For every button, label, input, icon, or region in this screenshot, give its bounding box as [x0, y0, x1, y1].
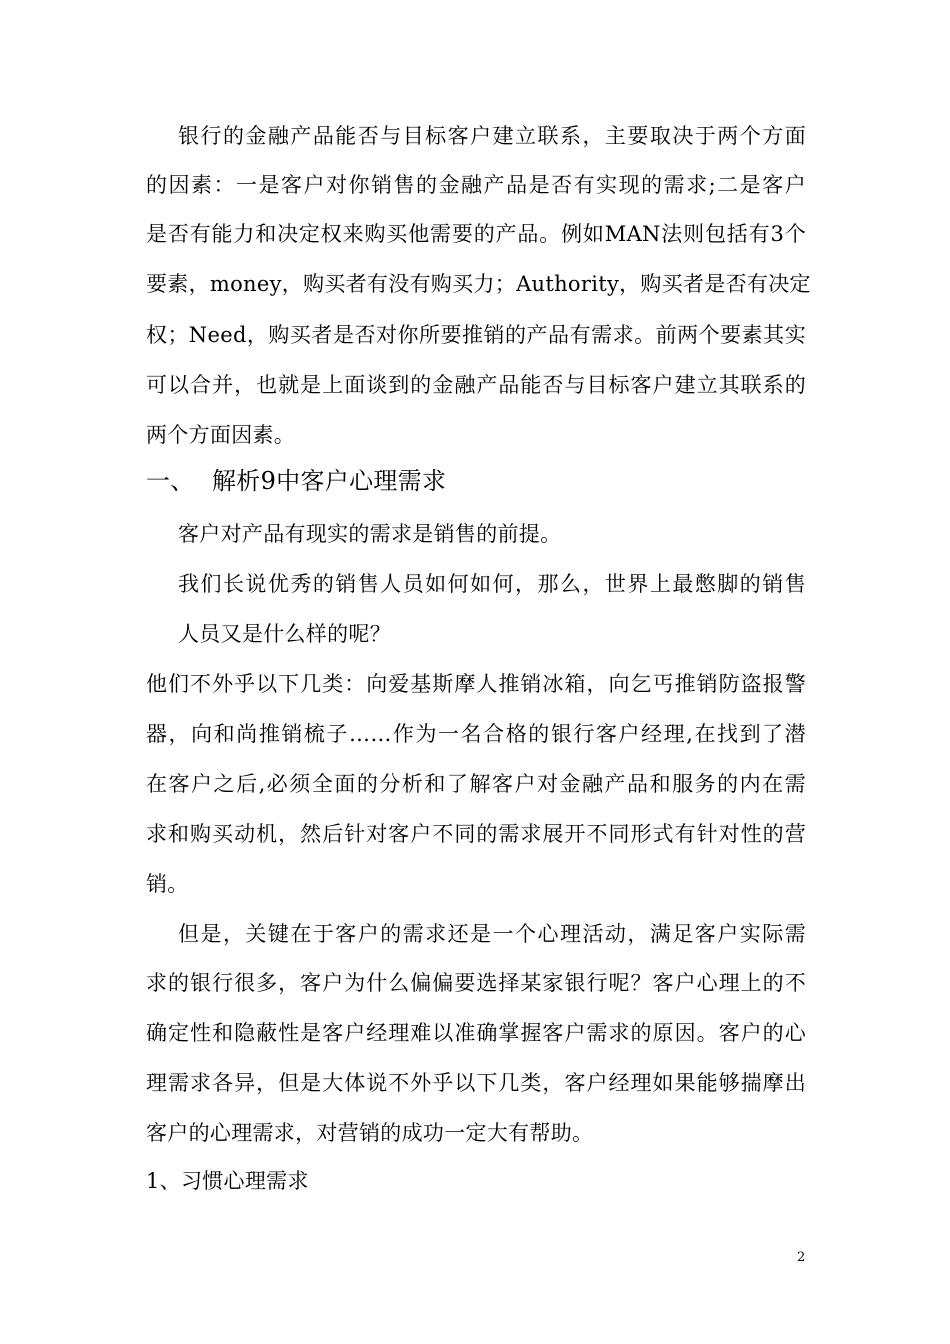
paragraph-3-line-1: 我们长说优秀的销售人员如何如何，那么，世界上最憋脚的销售 — [178, 572, 806, 596]
paragraph-1-line-4: 要素，money，购买者有没有购买力；Authority，购买者是否有决定 — [146, 272, 811, 296]
section-heading-text: 解析9中客户心理需求 — [212, 467, 447, 495]
paragraph-1-line-3: 是否有能力和决定权来购买他需要的产品。例如MAN法则包括有3个 — [146, 222, 806, 246]
paragraph-1-line-2: 的因素：一是客户对你销售的金融产品是否有实现的需求;二是客户 — [146, 173, 806, 197]
page-number: 2 — [797, 1250, 806, 1265]
paragraph-4-line-3: 在客户之后,必须全面的分析和了解客户对金融产品和服务的内在需 — [146, 772, 806, 796]
paragraph-5-line-5: 客户的心理需求，对营销的成功一定大有帮助。 — [146, 1121, 594, 1145]
paragraph-4-line-2: 器，向和尚推销梳子……作为一名合格的银行客户经理,在找到了潜 — [146, 722, 806, 746]
paragraph-5-line-1: 但是，关键在于客户的需求还是一个心理活动，满足客户实际需 — [178, 922, 806, 946]
paragraph-5-line-2: 求的银行很多，客户为什么偏偏要选择某家银行呢？客户心理上的不 — [146, 971, 806, 995]
paragraph-1-line-5: 权；Need，购买者是否对你所要推销的产品有需求。前两个要素其实 — [146, 323, 806, 347]
section-heading — [146, 467, 446, 495]
paragraph-1-line-7: 两个方面因素。 — [146, 423, 296, 447]
paragraph-3-line-2: 人员又是什么样的呢？ — [178, 622, 391, 646]
paragraph-1-line-6: 可以合并，也就是上面谈到的金融产品能否与目标客户建立其联系的 — [146, 373, 806, 397]
paragraph-2: 客户对产品有现实的需求是销售的前提。 — [178, 522, 562, 546]
paragraph-1-line-1: 银行的金融产品能否与目标客户建立联系，主要取决于两个方面 — [178, 124, 806, 148]
paragraph-4-line-1: 他们不外乎以下几类：向爱基斯摩人推销冰箱，向乞丐推销防盗报警 — [146, 672, 806, 696]
paragraph-5-line-4: 理需求各异，但是大体说不外乎以下几类，客户经理如果能够揣摩出 — [146, 1071, 806, 1095]
paragraph-4-line-5: 销。 — [146, 872, 189, 896]
section-heading-number: 一、 — [146, 467, 195, 495]
paragraph-4-line-4: 求和购买动机，然后针对客户不同的需求展开不同形式有针对性的营 — [146, 822, 806, 846]
paragraph-5-line-3: 确定性和隐蔽性是客户经理难以准确掌握客户需求的原因。客户的心 — [146, 1021, 806, 1045]
subheading-1: 1、习惯心理需求 — [146, 1169, 309, 1193]
